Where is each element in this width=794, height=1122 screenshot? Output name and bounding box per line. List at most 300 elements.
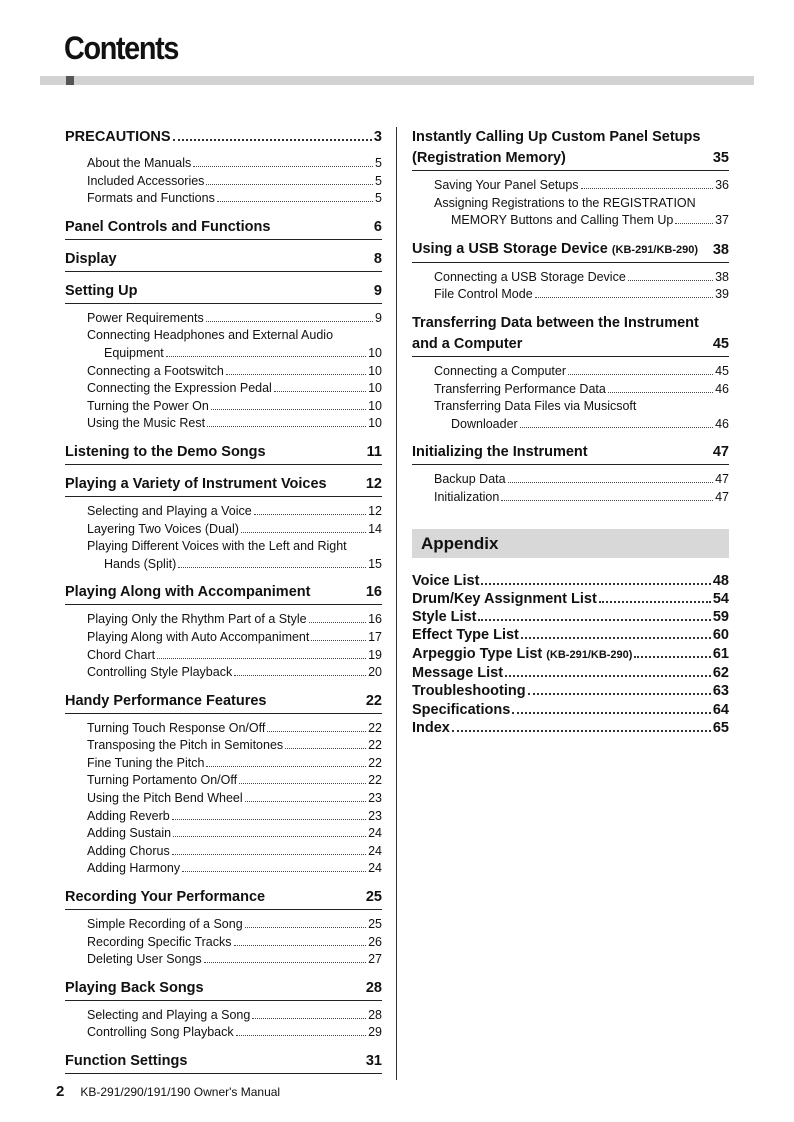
section-title: Connecting a Computer [434,363,567,378]
section-page-number: 5 [375,156,382,170]
dot-leader [599,601,711,603]
section-entry-link[interactable] [87,327,382,362]
section-title: Adding Reverb [87,808,170,823]
chapter-page-number: 25 [365,889,382,906]
section-page-number: 24 [368,843,382,858]
section-list [87,310,382,433]
section-page-number: 22 [368,773,382,788]
chapter [65,249,382,272]
section-entry-link[interactable] [434,398,729,433]
appendix-page-number: 63 [712,683,729,700]
chapter-heading-link[interactable] [65,887,382,910]
appendix-title: Drum/Key Assignment List [412,590,597,607]
chapter-title-line1: Handy Performance Features [65,692,267,709]
chapter-page-number: 35 [712,150,729,166]
section-list [87,1007,382,1042]
chapter-title-line1: Panel Controls and Functions [65,218,271,235]
chapter-title [65,582,366,603]
section-title-line2: Equipment [104,345,164,360]
section-page-number: 19 [368,647,382,662]
model-note: (KB-291/KB-290) [611,243,699,256]
section-list [87,720,382,878]
section-title: Transposing the Pitch in Semitones [87,738,284,753]
section-list [87,155,382,208]
chapter-title [65,281,374,302]
footer-manual-title: KB-291/290/191/190 Owner's Manual [80,1085,281,1099]
section-title: Included Accessories [87,173,205,188]
section-entry-link[interactable] [87,155,382,173]
section-page-number: 9 [375,310,382,325]
appendix-title: Index [412,719,450,736]
section-title-line2: Downloader [451,416,518,431]
section-page-number: 12 [368,503,382,518]
chapter-page-number: 31 [365,1053,382,1069]
section-entry-link[interactable] [87,737,382,755]
appendix-entry-link[interactable] [412,572,729,590]
dot-leader [311,640,366,641]
dot-leader [252,1018,366,1019]
appendix-title: Style List [412,609,477,626]
appendix-entry-link[interactable] [412,682,729,700]
chapter-page-number: 38 [712,241,729,258]
section-entry-link[interactable] [87,860,382,878]
page-footer [56,1083,280,1100]
section-title-line2: Hands (Split) [104,556,177,571]
section-page-number: 10 [368,363,382,378]
section-entry-link[interactable] [87,664,382,682]
section-title: Deleting User Songs [87,952,202,967]
appendix-entry-link[interactable] [412,719,729,737]
contents-left-column [65,127,382,1074]
section-page-number: 45 [715,363,729,378]
chapter-title-line1: Transferring Data between the Instrument [412,314,699,331]
model-note: (KB-291/KB-290) [546,648,633,661]
dot-leader [505,675,711,677]
section-page-number: 28 [368,1007,382,1022]
dot-leader [628,280,713,281]
chapter-heading-link[interactable] [65,217,382,240]
section-entry-link[interactable] [87,415,382,433]
dot-leader [274,391,366,392]
section-title: Selecting and Playing a Voice [87,503,252,518]
section-entry-link[interactable] [434,269,729,287]
dot-leader [236,1035,366,1036]
section-page-number: 39 [715,287,729,302]
dot-leader [535,297,713,298]
section-title: About the Manuals [87,156,192,170]
appendix-title: Specifications [412,701,511,718]
appendix-entry-link[interactable] [412,608,729,626]
dot-leader [207,426,366,427]
appendix-entry-link[interactable] [412,664,729,682]
section-title: Saving Your Panel Setups [434,178,579,192]
section-title: Turning Touch Response On/Off [87,720,266,735]
appendix-page-number: 61 [712,645,729,662]
section-entry-link[interactable] [434,363,729,381]
section-title: Turning Portamento On/Off [87,773,238,788]
chapter-heading-link[interactable] [65,474,382,497]
chapter-title [65,474,366,495]
section-title-line1: Transferring Data Files via Musicsoft [434,399,637,414]
chapter-page-number: 22 [365,692,382,709]
chapter [65,1051,382,1074]
section-list [87,611,382,681]
section-entry-link[interactable] [87,934,382,952]
section-title: File Control Mode [434,287,533,302]
section-title: Transferring Performance Data [434,381,606,396]
chapter-page-number: 28 [365,979,382,996]
dot-leader [481,583,710,585]
dot-leader [173,836,366,837]
dot-leader [241,532,366,533]
dot-leader [206,766,366,767]
dot-leader [245,927,366,928]
chapter-heading-link[interactable] [65,978,382,1001]
appendix-entry-link[interactable] [412,626,729,644]
section-page-number: 5 [375,173,382,188]
section-entry-link[interactable] [434,489,729,507]
chapter-title-line1: Listening to the Demo Songs [65,443,266,460]
chapter-page-number: 12 [365,475,382,492]
section-page-number: 27 [368,952,382,967]
section-list [87,916,382,969]
appendix-page-number: 60 [712,627,729,644]
chapter-title-line1: Display [65,250,117,267]
section-list [434,363,729,433]
dot-leader [157,658,366,659]
section-entry-link[interactable] [87,720,382,738]
dot-leader [217,201,373,202]
dot-leader [634,656,710,658]
section-entry-link[interactable] [87,363,382,381]
section-page-number: 23 [368,791,382,806]
dot-leader [285,748,366,749]
chapter-page-number: 3 [373,129,382,145]
section-page-number: 26 [368,934,382,949]
dot-leader [452,730,711,732]
chapter [65,691,382,878]
section-page-number: 46 [715,381,729,396]
title-rule-mark [66,76,74,85]
dot-leader [172,819,366,820]
chapter-page-number: 16 [365,584,382,601]
section-entry-link[interactable] [87,843,382,861]
appendix-entry-link[interactable] [412,645,729,664]
section-title: Power Requirements [87,310,204,325]
chapter-title-line1: Playing a Variety of Instrument Voices [65,475,327,492]
chapter-title [65,442,367,463]
section-entry-link[interactable] [87,380,382,398]
section-page-number: 10 [368,381,382,396]
chapter-title-line1: Setting Up [65,282,138,299]
section-entry-link[interactable] [434,286,729,304]
section-list [434,177,729,230]
chapter-page-number: 11 [366,443,382,460]
appendix-page-number: 65 [712,719,729,736]
section-page-number: 46 [715,416,729,431]
dot-leader [182,871,366,872]
dot-leader [226,374,366,375]
section-page-number: 15 [368,556,382,571]
chapter-page-number: 9 [373,282,382,299]
dot-leader [508,482,714,483]
dot-leader [501,500,713,501]
section-title: Playing Only the Rhythm Part of a Style [87,612,307,627]
chapter-title [412,239,713,261]
title-rule [40,76,754,85]
dot-leader [309,622,367,623]
section-title: Controlling Song Playback [87,1025,234,1040]
chapter-title [65,887,366,908]
section-entry-link[interactable] [87,173,382,191]
section-title-line2-row [87,556,382,574]
section-page-number: 5 [375,191,382,206]
chapter-title [412,442,713,463]
appendix-title: Effect Type List [412,627,519,644]
section-page-number: 14 [368,521,382,536]
dot-leader [254,514,366,515]
chapter [65,127,382,208]
chapter-title-line2: and a Computer [412,335,523,352]
section-page-number: 10 [368,398,382,413]
chapter-heading-link[interactable] [65,281,382,304]
appendix-page-number: 64 [712,701,729,718]
chapter-title [65,691,366,712]
dot-leader [478,619,710,621]
chapter-title-line2: (Registration Memory) [412,150,566,166]
chapter-title-line1: Playing Along with Accompaniment [65,584,311,601]
section-entry-link[interactable] [87,755,382,773]
chapter [65,887,382,969]
section-page-number: 10 [368,345,382,360]
dot-leader [206,321,373,322]
chapter [65,474,382,573]
appendix-title: Voice List [412,572,480,589]
section-page-number: 22 [368,755,382,770]
section-title: Layering Two Voices (Dual) [87,521,239,536]
appendix-entry-link[interactable] [412,701,729,719]
chapter-title-line1: Function Settings [65,1053,188,1069]
section-page-number: 24 [368,861,382,876]
section-entry-link[interactable] [434,471,729,489]
section-page-number: 29 [368,1025,382,1040]
section-title: Using the Music Rest [87,416,206,431]
section-title: Initialization [434,489,500,504]
chapter-title: PRECAUTIONS [65,129,171,145]
section-entry-link[interactable] [87,951,382,969]
section-title: Connecting the Expression Pedal [87,381,272,396]
section-title: Simple Recording of a Song [87,917,243,932]
dot-leader [512,712,711,714]
chapter-heading-link[interactable] [65,127,382,149]
appendix-title: Message List [412,665,504,682]
section-entry-link[interactable] [434,177,729,195]
chapter [412,313,729,433]
chapter-title-line1: Recording Your Performance [65,889,266,906]
section-list [434,471,729,506]
section-title: Backup Data [434,472,506,487]
appendix-page-number: 48 [712,572,729,589]
section-title-line1: Playing Different Voices with the Left and Right [87,539,347,554]
dot-leader [521,637,711,639]
chapter-page-number: 6 [373,218,382,235]
appendix-list [412,572,729,738]
dot-leader [520,427,713,428]
chapter-heading-link[interactable] [65,1051,382,1074]
section-title: Adding Sustain [87,826,172,841]
section-page-number: 47 [715,472,729,487]
chapter-title-line1: Initializing the Instrument [412,444,588,461]
section-page-number: 16 [368,612,382,627]
appendix-page-number: 59 [712,609,729,626]
section-entry-link[interactable] [87,808,382,826]
section-title: Chord Chart [87,647,156,662]
chapter [412,239,729,304]
appendix-title: Arpeggio Type List [412,645,543,662]
section-list [87,503,382,573]
section-title: Playing Along with Auto Accompaniment [87,629,310,644]
dot-leader [581,188,714,189]
dot-leader [166,356,366,357]
appendix-title: Troubleshooting [412,683,526,700]
section-entry-link[interactable] [87,629,382,647]
chapter-title [412,127,713,169]
section-entry-link[interactable] [87,647,382,665]
section-title: Connecting a USB Storage Device [434,269,626,284]
dot-leader [675,223,713,224]
section-entry-link[interactable] [87,503,382,521]
dot-leader [234,945,367,946]
section-entry-link[interactable] [87,521,382,539]
chapter-heading-link[interactable] [412,239,729,263]
chapter [65,281,382,433]
section-page-number: 24 [368,826,382,841]
dot-leader [267,731,366,732]
dot-leader [608,392,713,393]
chapter [65,217,382,240]
dot-leader [234,675,366,676]
section-title-line1: Connecting Headphones and External Audio [87,328,334,343]
section-title-line2: MEMORY Buttons and Calling Them Up [451,213,674,228]
section-title: Controlling Style Playback [87,665,233,680]
dot-leader [528,693,711,695]
chapter-title [412,313,713,355]
section-title: Connecting a Footswitch [87,363,224,378]
section-entry-link[interactable] [87,310,382,328]
dot-leader [193,166,373,167]
section-page-number: 37 [715,213,729,228]
chapter-heading-link[interactable] [65,249,382,272]
section-title: Selecting and Playing a Song [87,1007,251,1022]
chapter-page-number: 8 [373,250,382,267]
section-page-number: 17 [368,629,382,644]
section-title: Recording Specific Tracks [87,934,232,949]
section-page-number: 20 [368,665,382,680]
appendix-heading: Appendix [412,529,729,558]
section-title-line2-row [87,345,382,363]
section-page-number: 38 [715,269,729,284]
section-title: Using the Pitch Bend Wheel [87,791,243,806]
section-page-number: 22 [368,720,382,735]
footer-page-number: 2 [56,1083,65,1100]
chapter-heading-link[interactable] [412,313,729,357]
chapter-title-line1: Using a USB Storage Device [412,240,608,257]
chapter-heading-link[interactable] [65,691,382,714]
section-title-line2-row [434,416,729,434]
section-page-number: 36 [715,178,729,192]
section-page-number: 47 [715,489,729,504]
dot-leader [206,184,373,185]
chapter [65,442,382,465]
section-title: Adding Chorus [87,843,170,858]
dot-leader [178,567,366,568]
section-page-number: 22 [368,738,382,753]
chapter [412,127,729,230]
dot-leader [568,374,713,375]
section-title: Fine Tuning the Pitch [87,755,205,770]
chapter-heading-link[interactable] [412,127,729,171]
section-page-number: 25 [368,917,382,932]
column-divider [396,127,397,1080]
appendix-entry-link[interactable] [412,590,729,608]
chapter [65,978,382,1042]
section-title-line1: Assigning Registrations to the REGISTRATION [434,195,696,210]
chapter-title [65,978,366,999]
section-entry-link[interactable] [87,1007,382,1025]
section-title-line2-row [434,212,729,230]
section-entry-link[interactable] [434,381,729,399]
chapter-title [65,217,374,238]
chapter-title-line1: Instantly Calling Up Custom Panel Setups [412,129,701,145]
section-entry-link[interactable] [87,190,382,208]
dot-leader [211,409,366,410]
chapter-title-line1: Playing Back Songs [65,979,204,996]
section-entry-link[interactable] [434,195,729,230]
chapter-page-number: 45 [712,335,729,352]
chapter-title [65,1051,366,1072]
dot-leader [204,962,366,963]
section-page-number: 10 [368,416,382,431]
appendix-page-number: 54 [712,590,729,607]
dot-leader [172,854,366,855]
chapter-heading-link[interactable] [65,442,382,465]
appendix-page-number: 62 [712,665,729,682]
section-title: Formats and Functions [87,191,215,206]
section-entry-link[interactable] [87,772,382,790]
chapter-heading-link[interactable] [65,582,382,605]
section-entry-link[interactable] [87,916,382,934]
section-page-number: 23 [368,808,382,823]
chapter-title [65,249,374,270]
page-title: Contents [64,30,178,66]
dot-leader [173,139,372,141]
chapter [65,582,382,681]
chapter-heading-link[interactable] [412,442,729,465]
dot-leader [239,783,366,784]
section-entry-link[interactable] [87,398,382,416]
section-title: Turning the Power On [87,398,209,413]
dot-leader [245,801,366,802]
contents-right-column [412,127,729,737]
chapter [412,442,729,506]
section-entry-link[interactable] [87,1024,382,1042]
section-title: Adding Harmony [87,861,181,876]
section-entry-link[interactable] [87,611,382,629]
section-entry-link[interactable] [87,790,382,808]
section-entry-link[interactable] [87,538,382,573]
section-entry-link[interactable] [87,825,382,843]
section-list [434,269,729,304]
